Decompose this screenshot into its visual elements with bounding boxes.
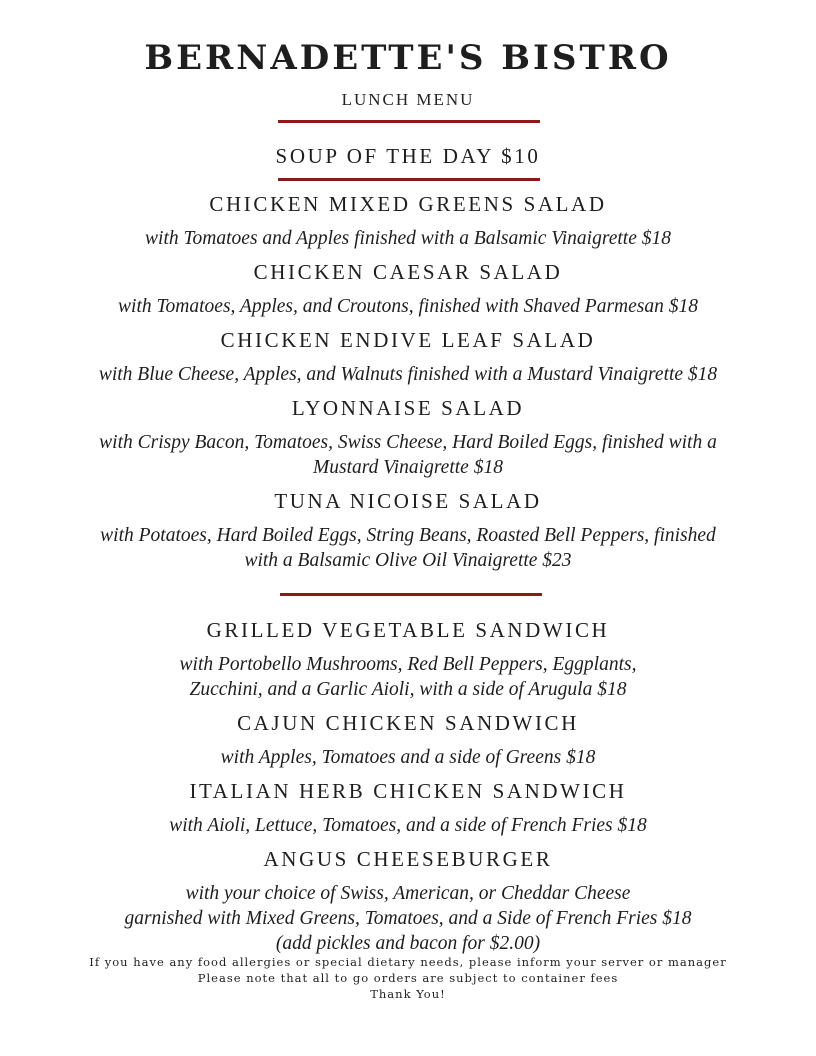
salad-description: with Tomatoes, Apples, and Croutons, finished with Shaved Parmesan $18 — [118, 296, 698, 317]
sandwich-name: GRILLED VEGETABLE SANDWICH — [206, 618, 610, 642]
salad-description-line: with Potatoes, Hard Boiled Eggs, String Beans, Roasted Bell Peppers, finished — [100, 525, 716, 546]
divider-top — [278, 120, 540, 123]
sandwich-description-line: with Portobello Mushrooms, Red Bell Peppers, Eggplants, — [179, 654, 637, 675]
salad-name: CHICKEN CAESAR SALAD — [253, 260, 563, 284]
thank-you-note: Thank You! — [370, 987, 446, 1001]
to-go-note: Please note that all to go orders are subject to container fees — [197, 971, 619, 985]
divider-soup — [278, 178, 540, 181]
sandwich-description-line: garnished with Mixed Greens, Tomatoes, and a Side of French Fries $18 — [124, 908, 692, 929]
sandwich-name: CAJUN CHICKEN SANDWICH — [237, 711, 579, 735]
sandwich-description-line: (add pickles and bacon for $2.00) — [275, 933, 541, 954]
salad-name: TUNA NICOISE SALAD — [274, 489, 542, 513]
allergy-note: If you have any food allergies or special dietary needs, please inform your server or manager — [89, 955, 727, 969]
sandwich-name: ITALIAN HERB CHICKEN SANDWICH — [189, 779, 627, 803]
salad-name: CHICKEN ENDIVE LEAF SALAD — [220, 328, 596, 352]
salad-description: with Tomatoes and Apples finished with a Balsamic Vinaigrette $18 — [145, 228, 671, 249]
soup-heading: SOUP OF THE DAY $10 — [275, 144, 541, 168]
sandwich-description: with Aioli, Lettuce, Tomatoes, and a side of French Fries $18 — [169, 815, 647, 836]
restaurant-title: BERNADETTE'S BISTRO — [144, 38, 672, 78]
salad-description-line: with Crispy Bacon, Tomatoes, Swiss Cheese, Hard Boiled Eggs, finished with a — [99, 432, 717, 453]
salad-description: with Blue Cheese, Apples, and Walnuts finished with a Mustard Vinaigrette $18 — [98, 364, 718, 385]
sandwich-description: with Apples, Tomatoes and a side of Greens $18 — [220, 747, 596, 768]
divider-sandwiches — [280, 593, 542, 596]
sandwich-description-line: with your choice of Swiss, American, or Cheddar Cheese — [185, 883, 631, 904]
sandwich-name: ANGUS CHEESEBURGER — [263, 847, 553, 871]
sandwich-description-line: Zucchini, and a Garlic Aioli, with a side of Arugula $18 — [189, 679, 627, 700]
salad-name: CHICKEN MIXED GREENS SALAD — [209, 192, 607, 216]
menu-subtitle: LUNCH MENU — [341, 90, 475, 109]
salad-name: LYONNAISE SALAD — [291, 396, 525, 420]
salad-description-line: with a Balsamic Olive Oil Vinaigrette $23 — [244, 550, 572, 571]
salad-description-line: Mustard Vinaigrette $18 — [313, 457, 503, 478]
